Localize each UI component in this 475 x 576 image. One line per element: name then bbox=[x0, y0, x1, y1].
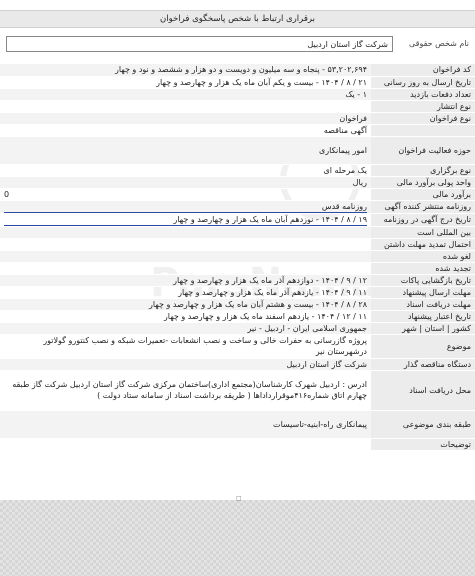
info-row bbox=[0, 88, 475, 100]
row-label: احتمال تمدید مهلت داشتن bbox=[371, 238, 475, 250]
bottom-background bbox=[0, 500, 475, 576]
row-label: کد فراخوان bbox=[371, 64, 475, 76]
row-value-cell bbox=[0, 188, 371, 200]
legal-name-label: نام شخص حقوقی bbox=[409, 39, 469, 48]
row-label: لغو شده bbox=[371, 250, 475, 262]
info-row bbox=[0, 334, 475, 358]
info-row bbox=[0, 370, 475, 410]
info-row bbox=[0, 250, 475, 262]
info-row bbox=[0, 438, 475, 450]
row-label: نوع انتشار bbox=[371, 100, 475, 112]
row-label: واحد پولی برآورد مالی bbox=[371, 176, 475, 188]
row-value-cell bbox=[0, 334, 371, 358]
row-value-cell bbox=[0, 112, 371, 124]
row-label: نوع برگزاری bbox=[371, 164, 475, 176]
row-label: مهلت دریافت اسناد bbox=[371, 298, 475, 310]
row-value-cell bbox=[0, 358, 371, 370]
info-row bbox=[0, 322, 475, 334]
info-row bbox=[0, 100, 475, 112]
row-label: تجدید شده bbox=[371, 262, 475, 274]
row-value-cell bbox=[0, 226, 371, 238]
info-row bbox=[0, 410, 475, 438]
row-value-cell bbox=[0, 438, 371, 450]
info-row bbox=[0, 124, 475, 136]
row-value-cell bbox=[0, 76, 371, 88]
row-value: ۱ - یک bbox=[345, 89, 367, 99]
row-label: تاریخ درج آگهی در روزنامه bbox=[371, 213, 475, 226]
row-label: مهلت ارسال پیشنهاد bbox=[371, 286, 475, 298]
legal-name-row bbox=[0, 34, 475, 54]
info-row bbox=[0, 238, 475, 250]
row-value-cell bbox=[0, 164, 371, 176]
row-label: کشور | استان | شهر bbox=[371, 322, 475, 334]
row-value-cell bbox=[0, 262, 371, 274]
info-row bbox=[0, 226, 475, 238]
row-value: ۲۱ / ۸ / ۱۴۰۴ - بیست و یکم آبان ماه یک هزار و چهارصد و چهار bbox=[156, 77, 367, 87]
row-value-cell bbox=[0, 310, 371, 322]
row-label: طبقه بندی موضوعی bbox=[371, 410, 475, 438]
row-label: محل دریافت اسناد bbox=[371, 370, 475, 410]
info-row bbox=[0, 64, 475, 76]
row-value-cell bbox=[0, 298, 371, 310]
row-value: ۵۳,۲۰۲,۶۹۴ - پنجاه و سه میلیون و دویست و دو هزار و ششصد و نود و چهار bbox=[114, 65, 367, 75]
info-row bbox=[0, 136, 475, 164]
row-label: توضیحات bbox=[371, 438, 475, 450]
row-value: ۱۱ / ۹ / ۱۴۰۴ - یازدهم آذر ماه یک هزار و چهارصد و چهار bbox=[178, 287, 367, 297]
row-value-cell bbox=[0, 274, 371, 286]
row-value-cell bbox=[0, 286, 371, 298]
row-value: ۱۹ / ۸ / ۱۴۰۴ - نوزدهم آبان ماه یک هزار و چهارصد و چهار bbox=[4, 214, 367, 226]
row-value-cell bbox=[0, 213, 371, 226]
row-value: ریال bbox=[352, 177, 367, 187]
row-value-cell bbox=[0, 410, 371, 438]
row-value: ۱۱ / ۱۲ / ۱۴۰۴ - یازدهم اسفند ماه یک هزار و چهارصد و چهار bbox=[163, 311, 367, 321]
row-value-cell bbox=[0, 238, 371, 250]
row-label: تاریخ ارسال به روز رسانی bbox=[371, 76, 475, 88]
row-value: پروژه گازرسانی به حفرات خالی و ساخت و نصب انشعابات -تعمیرات شبکه و نصب کنتورو گولاتور درشهرستان نیر bbox=[43, 336, 367, 356]
row-value: فراخوان bbox=[339, 113, 367, 123]
row-label: نوع فراخوان bbox=[371, 112, 475, 124]
row-label: تعداد دفعات بازدید bbox=[371, 88, 475, 100]
info-row bbox=[0, 213, 475, 226]
legal-name-input[interactable] bbox=[6, 36, 393, 52]
row-value-cell bbox=[0, 370, 371, 410]
row-value: امور پیمانکاری bbox=[319, 145, 367, 155]
row-value: پیمانکاری راه-ابنیه-تاسیسات bbox=[273, 419, 367, 429]
row-value-cell bbox=[0, 176, 371, 188]
row-value-cell bbox=[0, 88, 371, 100]
row-value-cell bbox=[0, 100, 371, 112]
row-label: بین المللی است bbox=[371, 226, 475, 238]
row-value-cell bbox=[0, 124, 371, 136]
bottom-bullet-icon: □ bbox=[236, 495, 242, 502]
info-row bbox=[0, 112, 475, 124]
row-value-cell bbox=[0, 64, 371, 76]
row-value: ۲۸ / ۸ / ۱۴۰۴ - بیست و هشتم آبان ماه یک هزار و چهارصد و چهار bbox=[149, 299, 367, 309]
info-row bbox=[0, 164, 475, 176]
row-label: تاریخ اعتبار پیشنهاد bbox=[371, 310, 475, 322]
row-value: آگهی مناقصه bbox=[323, 125, 367, 135]
info-row bbox=[0, 262, 475, 274]
info-row bbox=[0, 310, 475, 322]
row-label: برآورد مالی bbox=[371, 188, 475, 200]
row-value: شرکت گاز استان اردبیل bbox=[286, 359, 367, 369]
row-value-cell bbox=[0, 200, 371, 213]
row-label bbox=[371, 124, 475, 136]
row-value: یک مرحله ای bbox=[323, 165, 367, 175]
info-row bbox=[0, 76, 475, 88]
info-row bbox=[0, 298, 475, 310]
row-label: تاریخ بازگشایی پاکات bbox=[371, 274, 475, 286]
row-value-cell bbox=[0, 136, 371, 164]
row-value: روزنامه قدس bbox=[4, 201, 367, 213]
row-value-cell bbox=[0, 250, 371, 262]
row-label: حوزه فعالیت فراخوان bbox=[371, 136, 475, 164]
info-row bbox=[0, 358, 475, 370]
row-value-cell bbox=[0, 322, 371, 334]
row-label: روزنامه منتشر کننده آگهی bbox=[371, 200, 475, 213]
row-value: 0 bbox=[4, 189, 10, 199]
section-header: برقراری ارتباط با شخص پاسخگوی فراخوان bbox=[0, 10, 475, 28]
info-row bbox=[0, 176, 475, 188]
info-row bbox=[0, 188, 475, 200]
info-row bbox=[0, 286, 475, 298]
info-row bbox=[0, 200, 475, 213]
row-value: ۱۲ / ۹ / ۱۴۰۴ - دوازدهم آذر ماه یک هزار و چهارصد و چهار bbox=[173, 275, 367, 285]
row-label: دستگاه مناقصه گذار bbox=[371, 358, 475, 370]
row-label: موضوع bbox=[371, 334, 475, 358]
tender-info-table bbox=[0, 64, 475, 451]
info-row bbox=[0, 274, 475, 286]
row-value: ادرس : اردبیل شهرک کارشناسان(مجتمع اداری)ساختمان مرکزی شرکت گاز استان اردبیل شرکت گاز طبقه چهارم اتاق شماره۴۱۶موقرارداداها ( طریقه برداشت اسناد از سامانه ستاد دولت ) bbox=[12, 380, 367, 400]
row-value: جمهوری اسلامی ایران - اردبیل - نیر bbox=[247, 323, 367, 333]
